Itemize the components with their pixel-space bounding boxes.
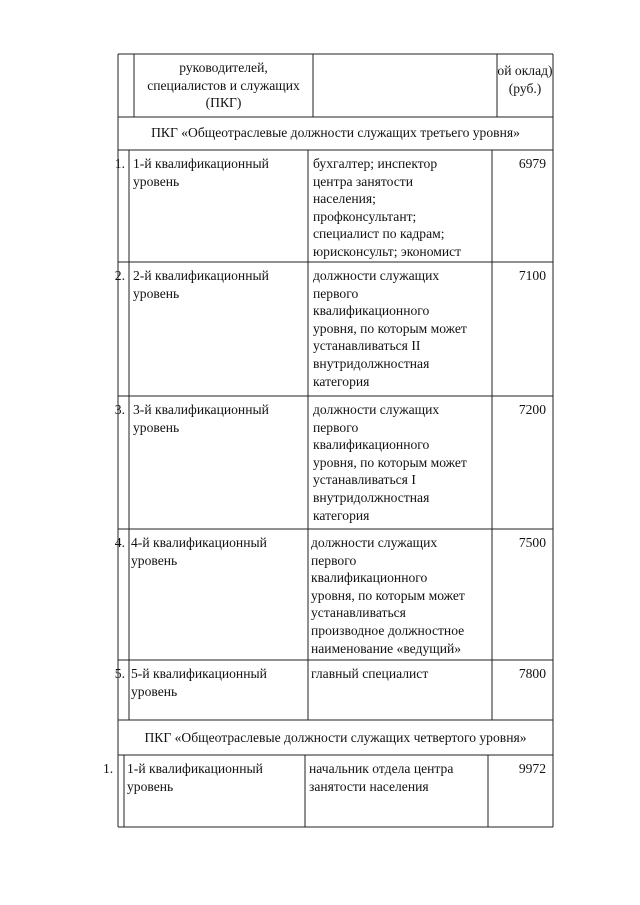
qualification-level: 1-й квалификационный уровень [127,761,263,794]
salary-value: 7800 [518,666,546,681]
positions-list: начальник отдела центра занятости населения [309,761,454,794]
qualification-level: 5-й квалификационный уровень [131,666,267,699]
qualification-level: 4-й квалификационный уровень [131,535,267,568]
salary-value: 7200 [518,402,546,417]
row-number: 1. [114,156,125,171]
row-number: 4. [114,535,125,550]
positions-list: должности служащих первого квалификационного уровня, по которым может устанавливаться II внутридолжностная категория [313,268,467,389]
row-number: 2. [114,268,125,283]
positions-list: бухгалтер; инспектор центра занятости населения; профконсультант; специалист по кадрам; юрисконсульт; экономист [313,156,462,259]
salary-value: 7100 [518,268,546,283]
salary-value: 9972 [518,761,546,776]
header-salary-column: ой оклад) (руб.) [497,63,553,96]
salary-value: 6979 [518,156,546,171]
positions-list: должности служащих первого квалификационного уровня, по которым может устанавливаться производное должностное наименование «ведущий» [311,535,465,656]
positions-list: должности служащих первого квалификационного уровня, по которым может устанавливаться I внутридолжностная категория [313,402,467,523]
section-title: ПКГ «Общеотраслевые должности служащих четвертого уровня» [144,730,527,745]
qualification-level: 1-й квалификационный уровень [133,156,269,189]
row-number: 3. [114,402,125,417]
row-number: 5. [114,666,125,681]
positions-list: главный специалист [311,666,429,681]
header-name-column: руководителей, специалистов и служащих (ПКГ) [147,60,300,111]
salary-value: 7500 [518,535,546,550]
qualification-level: 3-й квалификационный уровень [133,402,269,435]
row-number: 1. [103,761,114,776]
section-title: ПКГ «Общеотраслевые должности служащих третьего уровня» [151,125,520,140]
qualification-level: 2-й квалификационный уровень [133,268,269,301]
